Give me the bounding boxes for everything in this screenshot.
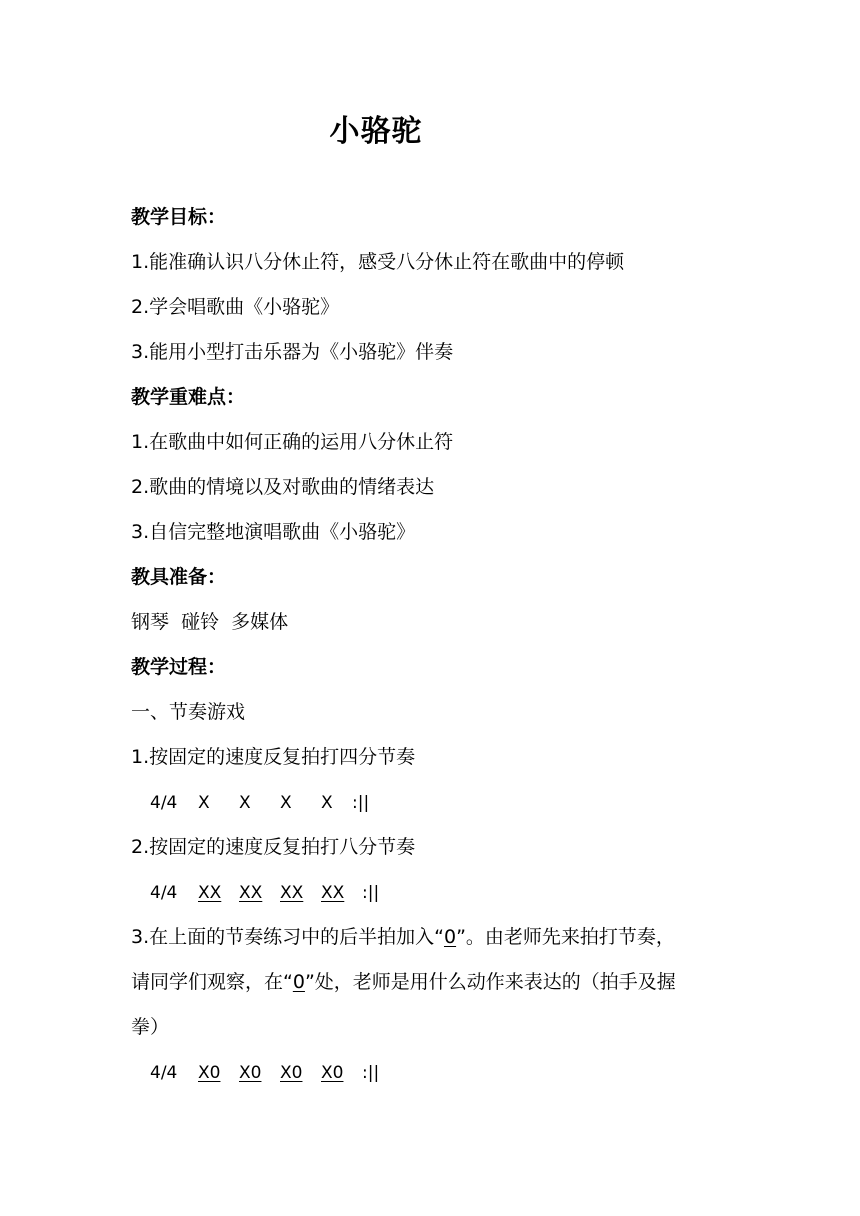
time-signature: 4/4: [150, 1063, 178, 1083]
rest-symbol: 0: [292, 971, 305, 993]
tools-heading: 教具准备：: [131, 566, 227, 588]
rhythm-note: XX: [239, 883, 263, 903]
rhythm-note: X0: [198, 1063, 221, 1083]
repeat-sign: :||: [352, 793, 370, 813]
keypoint-item-3: 3.自信完整地演唱歌曲《小骆驼》: [131, 521, 416, 543]
rhythm-note: XX: [198, 883, 222, 903]
repeat-sign: :||: [362, 1063, 380, 1083]
step-3-line-1: [131, 923, 675, 951]
tools-list: 钢琴 碰铃 多媒体: [131, 611, 289, 633]
step-3-text: 3.在上面的节奏练习中的后半拍加入“: [131, 926, 444, 948]
step-3-line-3: 拳）: [131, 1016, 170, 1038]
step-3-text: ”处，老师是用什么动作来表达的（拍手及握: [304, 971, 676, 993]
step-3-text: ”。由老师先来拍打节奏，: [456, 926, 675, 948]
section-heading-rhythm-game: 一、节奏游戏: [131, 701, 246, 723]
keypoint-item-1: 1.在歌曲中如何正确的运用八分休止符: [131, 431, 454, 453]
rhythm-note: X0: [280, 1063, 303, 1083]
repeat-sign: :||: [362, 883, 380, 903]
keypoint-item-2: 2.歌曲的情境以及对歌曲的情绪表达: [131, 476, 435, 498]
step-2: 2.按固定的速度反复拍打八分节奏: [131, 836, 416, 858]
step-1: 1.按固定的速度反复拍打四分节奏: [131, 746, 416, 768]
objective-item-1: 1.能准确认识八分休止符，感受八分休止符在歌曲中的停顿: [131, 251, 625, 273]
rhythm-note: XX: [321, 883, 345, 903]
time-signature: 4/4: [150, 793, 178, 813]
rest-symbol: 0: [443, 926, 457, 948]
keypoints-heading: 教学重难点：: [131, 386, 246, 408]
time-signature: 4/4: [150, 883, 178, 903]
rhythm-note: X: [239, 793, 251, 813]
step-3-text: 请同学们观察，在“: [131, 971, 293, 993]
rhythm-note: XX: [280, 883, 304, 903]
rhythm-note: X0: [321, 1063, 344, 1083]
rhythm-note: X: [280, 793, 292, 813]
objective-item-2: 2.学会唱歌曲《小骆驼》: [131, 296, 340, 318]
page-title: 小骆驼: [329, 114, 423, 149]
rhythm-note: X0: [239, 1063, 262, 1083]
step-3-line-2: [131, 968, 676, 996]
objective-item-3: 3.能用小型打击乐器为《小骆驼》伴奏: [131, 341, 454, 363]
rhythm-note: X: [198, 793, 210, 813]
process-heading: 教学过程：: [131, 656, 227, 678]
objectives-heading: 教学目标：: [131, 206, 227, 228]
rhythm-note: X: [321, 793, 333, 813]
